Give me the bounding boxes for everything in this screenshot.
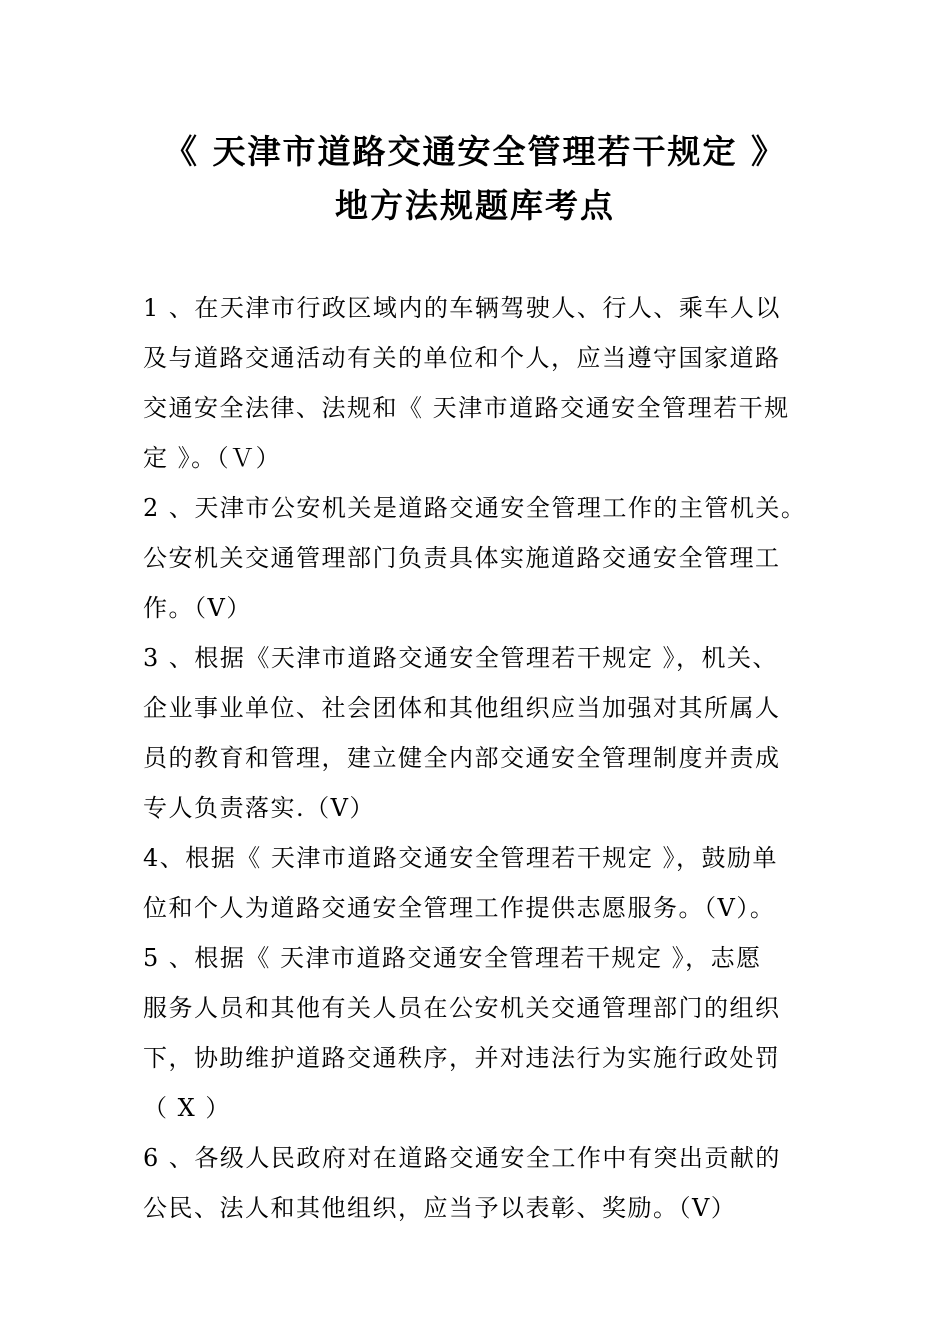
text-line: 5 、根据《 天津市道路交通安全管理若干规定 》，志愿 xyxy=(143,944,762,972)
document-subtitle: 地方法规题库考点 xyxy=(335,186,615,225)
document-body xyxy=(143,283,823,1233)
text-line: 作。（V） xyxy=(143,594,252,622)
text-line: 位和个人为道路交通安全管理工作提供志愿服务。（V）。 xyxy=(143,894,776,922)
text-line: 定 》。（Ｖ） xyxy=(143,444,282,472)
document-title: 《 天津市道路交通安全管理若干规定 》 xyxy=(164,132,786,171)
text-line: 公安机关交通管理部门负责具体实施道路交通安全管理工 xyxy=(143,544,781,572)
text-line: 专人负责落实.（V） xyxy=(143,794,375,822)
text-line: 服务人员和其他有关人员在公安机关交通管理部门的组织 xyxy=(143,994,781,1022)
text-line: （ X ） xyxy=(143,1094,231,1122)
text-line: 员的教育和管理，建立健全内部交通安全管理制度并责成 xyxy=(143,744,781,772)
text-line: 2 、天津市公安机关是道路交通安全管理工作的主管机关。 xyxy=(143,494,807,522)
text-line: 公民、法人和其他组织，应当予以表彰、奖励。（V） xyxy=(143,1194,737,1222)
text-line: 3 、根据《天津市道路交通安全管理若干规定 》，机关、 xyxy=(143,644,779,672)
text-line: 1 、在天津市行政区域内的车辆驾驶人、行人、乘车人以 xyxy=(143,294,781,322)
text-line: 下，协助维护道路交通秩序，并对违法行为实施行政处罚 xyxy=(143,1044,781,1072)
text-line: 企业事业单位、社会团体和其他组织应当加强对其所属人 xyxy=(143,694,781,722)
text-line: 交通安全法律、法规和《 天津市道路交通安全管理若干规 xyxy=(143,394,790,422)
text-line: 6 、各级人民政府对在道路交通安全工作中有突出贡献的 xyxy=(143,1144,781,1172)
text-line: 及与道路交通活动有关的单位和个人，应当遵守国家道路 xyxy=(143,344,781,372)
text-line: 4、根据《 天津市道路交通安全管理若干规定 》，鼓励单 xyxy=(143,844,779,872)
